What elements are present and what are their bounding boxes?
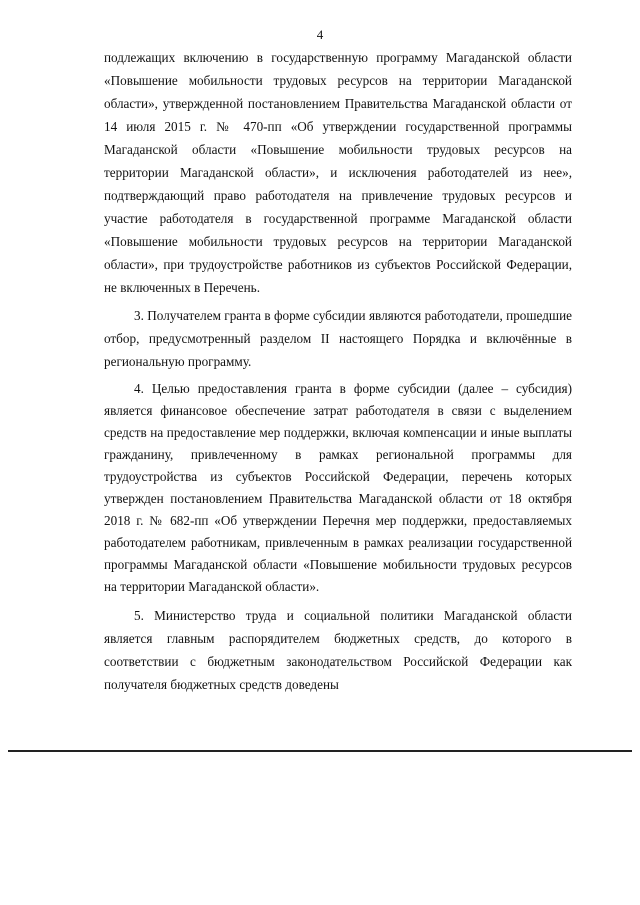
document-body [104,46,572,696]
paragraph-3: 3. Получателем гранта в форме субсидии являются работодатели, прошедшие отбор, предусмотренный разделом II настоящего Порядка и включённые в региональную программу. [104,308,572,369]
page-number: 4 [316,27,324,42]
paragraph-5: 5. Министерство труда и социальной политики Магаданской области является главным распорядителем бюджетных средств, до которого в соответствии с бюджетным законодательством Российской Федерации как получателя бюджетных средств доведены [104,608,572,692]
footer-rule [8,750,632,752]
paragraph-continuation: подлежащих включению в государственную программу Магаданской области «Повышение мобильности трудовых ресурсов на территории Магаданской области», утвержденной постановлением Правительства Магаданской области от 14 июля 2015 г. № 470-пп «Об утверждении государственной программы Магаданской области «Повышение мобильности трудовых ресурсов на территории Магаданской области», и исключения работодателей из нее», подтверждающий право работодателя на привлечение трудовых ресурсов и участие работодателя в государственной программе Магаданской области «Повышение мобильности трудовых ресурсов на территории Магаданской области», при трудоустройстве работников из субъектов Российской Федерации, не включенных в Перечень. [104,50,572,295]
paragraph-4: 4. Целью предоставления гранта в форме субсидии (далее – субсидия) является финансовое обеспечение затрат работодателя в связи с выделением средств на предоставление мер поддержки, включая компенсации и иные выплаты гражданину, привлеченному в рамках региональной программы для трудоустройства из субъектов Российской Федерации, перечень которых утвержден постановлением Правительства Магаданской области от 18 октября 2018 г. № 682-пп «Об утверждении Перечня мер поддержки, предоставляемых работодателем работникам, привлеченным в рамках реализации государственной программы Магаданской области «Повышение мобильности трудовых ресурсов на территории Магаданской области». [104,381,572,594]
